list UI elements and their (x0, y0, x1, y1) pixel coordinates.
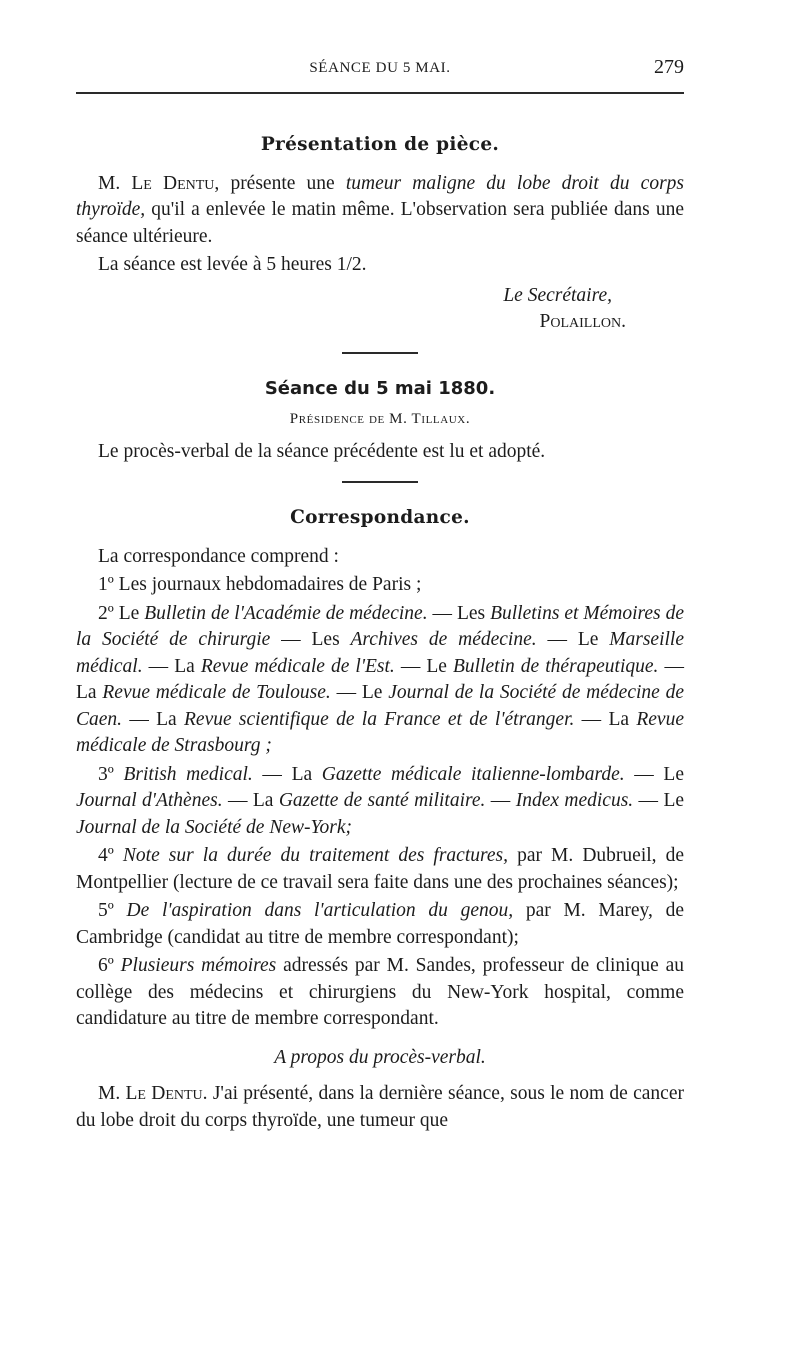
propos-paragraph: M. Le Dentu. J'ai présenté, dans la dernière séance, sous le nom de cancer du lobe droit du corps thyroïde, une tumeur que (76, 1083, 684, 1131)
section-divider (342, 481, 418, 483)
proces-verbal-paragraph: Le procès-verbal de la séance précédente est lu et adopté. (98, 440, 546, 462)
page-number: 279 (654, 56, 684, 78)
page-content (76, 124, 684, 1134)
seance-title: Séance du 5 mai 1880. (264, 377, 496, 399)
list-item: 3º British medical. — La Gazette médicale italienne-lombarde. — Le Journal d'Athènes. — La Gazette de santé militaire. — Index medicus. — Le Journal de la Société de New-York; (76, 763, 685, 838)
list-item: 1º Les journaux hebdomadaires de Paris ; (98, 574, 422, 595)
list-item: 6º Plusieurs mémoires adressés par M. Sandes, professeur de clinique au collège des médecins et chirurgiens du New-York hospital, comme candidature au titre de membre correspondant. (76, 955, 684, 1029)
list-item: 5º De l'aspiration dans l'articulation du genou, par M. Marey, de Cambridge (candidat au titre de membre correspondant); (76, 900, 684, 948)
presentation-heading: Présentation de pièce. (260, 134, 500, 155)
signature-role: Le Secrétaire, (503, 284, 612, 306)
speaker-name: M. Le Dentu, (98, 172, 220, 194)
correspondance-heading: Correspondance. (290, 507, 470, 528)
header-rule (76, 92, 684, 94)
seance-closing: La séance est levée à 5 heures 1/2. (98, 254, 367, 275)
signature-name: Polaillon. (539, 311, 626, 332)
speaker-name: M. Le Dentu. (98, 1083, 208, 1104)
section-divider (342, 352, 418, 354)
list-item: 2º Le Bulletin de l'Académie de médecine. — Les Bulletins et Mémoires de la Société de chirurgie — Les Archives de médecine. — Le Marseille médical. — La Revue médicale de l'Est. — Le Bulletin de thérapeutique. — La Revue médicale de Toulouse. — Le Journal de la Société de médecine de Caen. — La Revue scientifique de la France et de l'étranger. — La Revue médicale de Strasbourg ; (76, 602, 685, 756)
presidence-line: Présidence de M. Tillaux. (289, 411, 471, 427)
list-item: 4º Note sur la durée du traitement des fractures, par M. Dubrueil, de Montpellier (lecture de ce travail sera faite dans une des prochaines séances); (76, 845, 685, 893)
page-header (76, 56, 684, 90)
propos-subheading: A propos du procès-verbal. (274, 1046, 486, 1068)
running-title: SÉANCE DU 5 MAI. (309, 60, 451, 76)
correspondance-intro: La correspondance comprend : (98, 545, 339, 567)
presentation-paragraph: M. Le Dentu, présente une tumeur maligne du lobe droit du corps thyroïde, qu'il a enlevée le matin même. L'observation sera publiée dans une séance ultérieure. (76, 172, 684, 247)
